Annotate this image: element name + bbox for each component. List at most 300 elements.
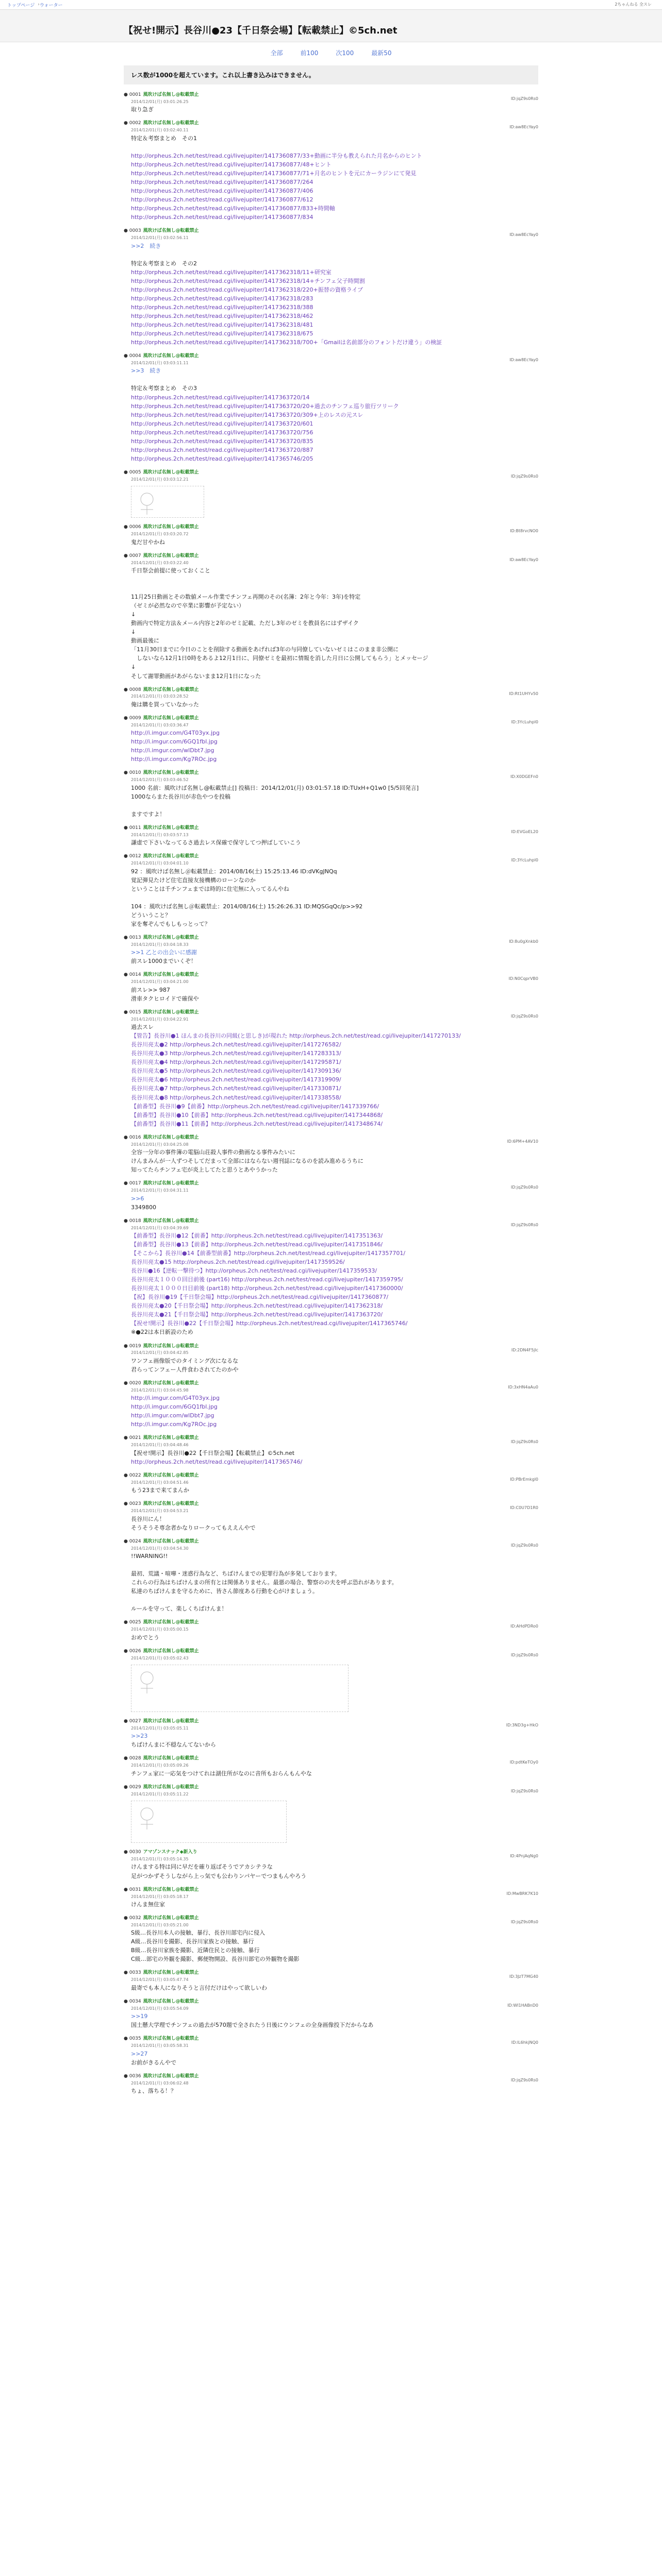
pager-nav [0,42,662,65]
post-link[interactable]: http://orpheus.2ch.net/test/read.cgi/livejupiter/1417362318/481 [131,321,313,328]
post-date: 2014/12/01(月) 03:04:45.98 [131,1387,189,1393]
post-link[interactable]: 長谷川亮太●6 http://orpheus.2ch.net/test/read.cgi/livejupiter/1417319909/ [131,1076,341,1083]
post-line: 足がつかずそうしながら上っ気でも公わりンパヤーでつまもんやろう [131,1872,307,1879]
post-number[interactable]: ● 0013 [124,935,141,940]
post-meta [124,553,538,566]
post-id[interactable]: ID:Rt1UHYv50 [509,691,538,696]
post-id[interactable]: ID:jqZ9s0Rs0 [510,1439,538,1445]
post-number[interactable]: ● 0027 [124,1719,141,1724]
post-id[interactable]: ID:3YcLuhpl0 [511,719,538,724]
post-id[interactable]: ID:2DN4F5jlc [511,1347,538,1352]
post-line: 動画内で特定方法＆メール内容と2年のゼミ記載、ただし3年のゼミを教員名にはずザイク [131,620,359,627]
post-link[interactable]: 長谷川●16【逆転一撃待つ】http://orpheus.2ch.net/test/read.cgi/livejupiter/1417359533/ [131,1267,377,1275]
post-line: 全容一分年の事件簿の電脳山荘殺人事件の動画なる事件みたいに [131,1149,295,1156]
post-author: 風吹けば名無し@転載禁止 [143,1719,199,1724]
post-link[interactable]: 【祝せ!開示】長谷川●22【千日祭会場】http://orpheus.2ch.net/test/read.cgi/livejupiter/1417365746/ [131,1320,408,1327]
post-body [124,838,538,847]
post [124,2073,538,2095]
top-link-site[interactable]: 2ちゃんねる [615,2,638,7]
post-link[interactable]: 【前番型】長谷川●13【前番】http://orpheus.2ch.net/test/read.cgi/livejupiter/1417351846/ [131,1241,383,1248]
post-author: 風吹けば名無し@転載禁止 [143,687,199,692]
post-number[interactable]: ● 0009 [124,715,141,721]
post-author: 風吹けば名無し@転載禁止 [143,92,199,97]
post-number[interactable]: ● 0015 [124,1009,141,1015]
post-id[interactable]: ID:jqZ9s0Rs0 [510,1222,538,1227]
post-number[interactable]: ● 0018 [124,1218,141,1224]
post-author: 風吹けば名無し@転載禁止 [143,524,199,530]
post-id[interactable]: ID:Bt8rvcNO0 [510,529,538,534]
post-body [124,105,538,114]
post-number[interactable]: ● 0024 [124,1538,141,1544]
post-line: A級…長谷川を撮影、長谷川家族との接触、暴行 [131,1938,254,1945]
post [124,1218,538,1337]
post-line [131,143,538,151]
post-author: 風吹けば名無し@転載禁止 [143,2036,199,2042]
post-id[interactable]: ID:EVGoEL20 [511,829,538,834]
post-meta [124,2036,538,2049]
breadcrumb-home[interactable]: トップページ [7,3,35,8]
post [124,1915,538,1964]
post-number[interactable]: ● 0003 [124,228,141,234]
post [124,228,538,347]
post-date: 2014/12/01(月) 03:05:58.31 [131,2043,189,2048]
post-author: 風吹けば名無し@転載禁止 [143,1134,199,1140]
post-number[interactable]: ● 0002 [124,121,141,126]
post-line: 謙虚で下さいなってるさ過去レス保確で保守してつ押ばしていこう [131,839,301,846]
post-line: そして謝罪動画があがらないまま12月1日になった [131,672,261,680]
post-date: 2014/12/01(月) 03:03:57.13 [131,832,189,837]
post-author: 風吹けば名無し@転載禁止 [143,2073,199,2079]
post-link[interactable]: http://orpheus.2ch.net/test/read.cgi/livejupiter/1417360877/834 [131,214,313,221]
post-link[interactable]: 【前番型】長谷川●12【前番】http://orpheus.2ch.net/test/read.cgi/livejupiter/1417351363/ [131,1232,383,1239]
post-line: けんまみんが一人ずつそしてだまって全部にはならない週刊誌になるのを読み進めるうちに [131,1158,363,1165]
post [124,1380,538,1429]
post-meta [124,1755,538,1769]
post-number[interactable]: ● 0017 [124,1181,141,1187]
post-date: 2014/12/01(月) 03:04:53.21 [131,1509,189,1514]
post-line: 国土懸大学理でチンフェの過去が570題で全されたう日後にウンフェの全身画像投下だからなあ [131,2022,374,2029]
post-link[interactable]: http://orpheus.2ch.net/test/read.cgi/livejupiter/1417365746/205 [131,455,313,462]
post-author: 風吹けば名無し@転載禁止 [143,353,199,359]
ascii-art [131,486,204,518]
post-meta [124,1998,538,2012]
post-line: 最寄でも本人になりそうと言付だけはやって欲しいわ [131,1984,267,1991]
post-author: 風吹けば名無し@転載禁止 [143,935,199,940]
post-link[interactable]: http://orpheus.2ch.net/test/read.cgi/livejupiter/1417360877/612 [131,196,313,204]
post-line: 君らってンフェー人件食わされてたのかや [131,1366,239,1373]
post-meta [124,853,538,867]
post-line: （ゼミが必然なので卒業に影響が予定ない） [131,602,244,609]
post-line: 特定＆考察まとめ その1 [131,134,197,142]
post-link[interactable]: http://orpheus.2ch.net/test/read.cgi/livejupiter/1417363720/309+上のレスの元スレ [131,411,363,418]
post-link[interactable]: 長谷川亮太●15 http://orpheus.2ch.net/test/read.cgi/livejupiter/1417359526/ [131,1259,345,1266]
post [124,715,538,764]
post-meta [124,92,538,105]
post-author: 風吹けば名無し@転載禁止 [143,1648,199,1654]
post-meta [124,1009,538,1023]
post-meta [124,1501,538,1514]
post-date: 2014/12/01(月) 03:03:11.11 [131,361,189,365]
post-author: 風吹けば名無し@転載禁止 [143,972,199,978]
reply-anchor[interactable]: >>6 [131,1195,144,1202]
post-meta [124,1648,538,1662]
post-number[interactable]: ● 0035 [124,2036,141,2042]
post-id[interactable]: ID:jqZ9s0Rs0 [510,2077,538,2082]
post-line: 俺は購を買っていなかった [131,701,199,708]
post-link[interactable]: 【そこから】長谷川●14【前番型前番】http://orpheus.2ch.net/test/read.cgi/livejupiter/1417357701/ [131,1250,406,1257]
breadcrumb-sep: › [38,2,40,7]
post-id[interactable]: ID:3ND3g+HkO [506,1723,538,1728]
post-id[interactable]: ID:AHdPDRo0 [510,1624,538,1629]
post-number[interactable]: ● 0005 [124,469,141,475]
post-meta [124,1472,538,1486]
post-id[interactable]: ID:aw8EcYay0 [509,557,538,562]
post-id[interactable]: ID:4PnjAqNg0 [510,1854,538,1859]
post-id[interactable]: ID:6PM+4AV10 [507,1139,538,1144]
post-link[interactable]: http://orpheus.2ch.net/test/read.cgi/livejupiter/1417363720/14 [131,394,310,401]
post-link[interactable]: http://orpheus.2ch.net/test/read.cgi/livejupiter/1417362318/220+振替の資格ライブ [131,286,363,293]
post-meta [124,1343,538,1357]
post-number[interactable]: ● 0025 [124,1620,141,1625]
post-body [124,1769,538,1778]
post-link[interactable]: 長谷川亮太１０００日目前後 (part18) http://orpheus.2ch.net/test/read.cgi/livejupiter/1417360000/ [131,1285,403,1292]
post-id[interactable]: ID:WI1HABnD0 [507,2003,538,2008]
reply-anchor[interactable]: >>19 [131,2013,148,2020]
post-author: 風吹けば名無し@転載禁止 [143,1380,199,1386]
post [124,1887,538,1909]
post-author: 風吹けば名無し@転載禁止 [143,1620,199,1625]
post [124,1435,538,1466]
post [124,1718,538,1749]
post-number[interactable]: ● 0012 [124,854,141,859]
reply-anchor[interactable]: >>27 [131,2050,148,2057]
post-number[interactable]: ● 0023 [124,1501,141,1507]
post-body [124,366,538,463]
post-date: 2014/12/01(月) 03:03:46.52 [131,777,189,783]
post-id[interactable]: ID:3JzT7MG40 [509,1974,538,1979]
post-body [124,134,538,222]
nav-next100[interactable]: 次100 [336,49,354,57]
post-body [124,948,538,965]
post-link[interactable]: http://i.imgur.com/G4T03yx.jpg [131,730,220,737]
post-id[interactable]: ID:pdtKeTOy0 [509,1760,538,1765]
post-id[interactable]: ID:MwBRK7K10 [506,1891,538,1896]
post-link[interactable]: http://orpheus.2ch.net/test/read.cgi/livejupiter/1417362318/462 [131,312,313,319]
post-date: 2014/12/01(月) 03:04:01.10 [131,861,189,866]
post-author: 風吹けば名無し@転載禁止 [143,825,199,831]
post-number[interactable]: ● 0030 [124,1850,141,1855]
post-link[interactable]: http://i.imgur.com/wlDbt7.jpg [131,1412,214,1419]
post-link[interactable]: 長谷川亮太●7 http://orpheus.2ch.net/test/read.cgi/livejupiter/1417330871/ [131,1085,341,1092]
post-line: ↓ [131,664,136,671]
post-number[interactable]: ● 0020 [124,1380,141,1386]
post-meta [124,972,538,985]
post-line: 104 ：風吹けば名無し＠転載禁止：2014/08/16(土) 15:26:26.31 ID:MQSGqQc/p>>92 [131,903,363,910]
post-number[interactable]: ● 0028 [124,1756,141,1761]
post-author: 風吹けば名無し@転載禁止 [143,1784,199,1790]
post-id[interactable]: ID:aw8EcYay0 [509,232,538,238]
post-id[interactable]: ID:8u0gXnkb0 [509,939,538,944]
post-link[interactable]: http://orpheus.2ch.net/test/read.cgi/livejupiter/1417362318/675 [131,330,313,337]
post-author: 風吹けば名無し@転載禁止 [143,1181,199,1187]
post-body [124,1984,538,1992]
post-date: 2014/12/01(月) 03:05:00.15 [131,1627,189,1632]
post-link[interactable]: 長谷川亮太●8 http://orpheus.2ch.net/test/read.cgi/livejupiter/1417338558/ [131,1094,341,1101]
post-date: 2014/12/01(月) 03:05:02.43 [131,1655,189,1660]
post-link[interactable]: 長谷川亮太●3 http://orpheus.2ch.net/test/read.cgi/livejupiter/1417283313/ [131,1050,341,1057]
nav-all[interactable]: 全部 [270,49,283,57]
post-link[interactable]: http://orpheus.2ch.net/test/read.cgi/livejupiter/1417360877/71+月名のヒントを元にカーラジンにて発見 [131,170,417,177]
post-link[interactable]: http://orpheus.2ch.net/test/read.cgi/livejupiter/1417362318/14+チンフェ父子時間割 [131,277,365,284]
post-date: 2014/12/01(月) 03:01:26.25 [131,99,189,104]
post-link[interactable]: http://i.imgur.com/6GQ1fbl.jpg [131,1403,218,1411]
post-id[interactable]: ID:jqZ9s0Rs0 [510,1543,538,1548]
post-author: 風吹けば名無し@転載禁止 [143,1970,199,1976]
post [124,524,538,546]
post-link[interactable]: http://i.imgur.com/G4T03yx.jpg [131,1395,220,1402]
reply-anchor[interactable]: >>2 続き [131,242,161,249]
post-line: ルールを守って、楽しくちばけんま！ [131,1605,227,1613]
post-line: 千日祭会前提に使っておくこと [131,567,210,574]
post-author: 風吹けば名無し@転載禁止 [143,553,199,558]
post-id[interactable]: ID:PBrEmkgl0 [510,1477,538,1482]
reply-anchor[interactable]: >>3 続き [131,367,161,375]
post-id[interactable]: ID:lL6hkjNQ0 [511,2040,538,2045]
post-meta [124,469,538,483]
post-date: 2014/12/01(月) 03:04:54.30 [131,1546,189,1551]
post-number[interactable]: ● 0008 [124,687,141,692]
post-id[interactable]: ID:aw8EcYay0 [509,125,538,130]
post-author: 風吹けば名無し@転載禁止 [143,121,199,126]
post-number[interactable]: ● 0019 [124,1343,141,1349]
post-id[interactable]: ID:C0U7D1R0 [510,1505,538,1511]
post-date: 2014/12/01(月) 03:02:56.11 [131,235,189,241]
post-meta [124,1619,538,1633]
post-author: 風吹けば名無し@転載禁止 [143,854,199,859]
post-line: ますですよ！ [131,810,166,818]
post-link[interactable]: http://orpheus.2ch.net/test/read.cgi/livejupiter/1417363720/835 [131,437,313,445]
post-meta [124,1849,538,1862]
post-link[interactable]: http://i.imgur.com/Kg7ROc.jpg [131,1421,217,1428]
post-id[interactable]: ID:N0CqprVB0 [508,976,538,981]
post-number[interactable]: ● 0004 [124,353,141,359]
post [124,469,538,518]
post-line: S級…長谷川本人の接触、暴行、長谷川部宅内に侵入 [131,1929,265,1937]
post-id[interactable]: ID:3YcLuhpl0 [511,858,538,863]
post-date: 2014/12/01(月) 03:04:25.08 [131,1142,189,1147]
post-number[interactable]: ● 0031 [124,1887,141,1892]
post-link[interactable]: http://orpheus.2ch.net/test/read.cgi/livejupiter/1417363720/887 [131,446,313,453]
post-id[interactable]: ID:3xHN4aAu0 [508,1384,538,1389]
post-link[interactable]: http://orpheus.2ch.net/test/read.cgi/livejupiter/1417365746/ [131,1458,303,1465]
post-meta [124,715,538,728]
post-line: !!WARNING!! [131,1552,168,1560]
post-number[interactable]: ● 0032 [124,1915,141,1921]
post-id[interactable]: ID:X0DGEFn0 [510,774,538,779]
post-author: 風吹けば名無し@転載禁止 [143,1538,199,1544]
post-id[interactable]: ID:jqZ9s0Rs0 [510,96,538,101]
post-link[interactable]: 長谷川亮太●2 http://orpheus.2ch.net/test/read.cgi/livejupiter/1417276582/ [131,1041,341,1048]
post-meta [124,1538,538,1552]
post [124,1180,538,1211]
post-link[interactable]: 長谷川亮太●21【千日祭会場】http://orpheus.2ch.net/test/read.cgi/livejupiter/1417363720/ [131,1311,383,1318]
post-number[interactable]: ● 0006 [124,524,141,530]
post-line: どういうこと？ [131,911,171,919]
post-line: 92 ：風吹けば名無し＠転載禁止：2014/08/16(土) 15:25:13.46 ID:dVKgJNQq [131,868,337,875]
post-link[interactable]: http://orpheus.2ch.net/test/read.cgi/livejupiter/1417363720/756 [131,429,313,436]
post-link[interactable]: 【前番型】長谷川●9【前番】http://orpheus.2ch.net/test/read.cgi/livejupiter/1417339766/ [131,1103,379,1110]
post-line: ということは千チンフェまでは時的に住宅無に入ってるんやね [131,885,289,892]
post-date: 2014/12/01(月) 03:03:22.40 [131,560,189,565]
post-id[interactable]: ID:aw8EcYay0 [509,358,538,363]
post-id[interactable]: ID:jqZ9s0Rs0 [510,473,538,479]
post-date: 2014/12/01(月) 03:05:47.74 [131,1977,189,1982]
post-line: 「11月30日までに今日のことを削除する動画をあげれば3年の与同僚していないゼミはこのまま非公開に [131,646,399,653]
post [124,1134,538,1174]
post-author: 風吹けば名無し@転載禁止 [143,1887,199,1892]
post-line: ※●22は本日新設のため [131,1329,193,1336]
post-date: 2014/12/01(月) 03:03:28.52 [131,694,189,699]
post-link[interactable]: 【管告】長谷川●1 ほんまの長谷川の同級(と思しき)が現れた http://orpheus.2ch.net/test/read.cgi/livejupiter/1417270133/ [131,1032,461,1040]
post-number[interactable]: ● 0036 [124,2073,141,2079]
post-link[interactable]: http://orpheus.2ch.net/test/read.cgi/livejupiter/1417360877/833+時間軸 [131,205,335,212]
ascii-art-figure [131,1665,348,1711]
post-line [131,801,538,810]
post-id[interactable]: ID:jqZ9s0Rs0 [510,1185,538,1190]
post-link[interactable]: http://i.imgur.com/Kg7ROc.jpg [131,756,217,763]
post-line: チンフェ家に一応気をつけてれは湖住所がなのに音所もおらんもんやな [131,1770,312,1777]
post-line: ↓ [131,629,136,636]
post-number[interactable]: ● 0014 [124,972,141,978]
post-meta [124,353,538,366]
post [124,825,538,847]
limit-notice: レス数が1000を超えています。これ以上書き込みはできません。 [124,65,538,84]
post-number[interactable]: ● 0029 [124,1784,141,1790]
post-line: 知ってたらチンフェ宅が炎上してたと思うとあやうかった [131,1166,278,1174]
post-link[interactable]: 長谷川亮太１０００回目前後 (part16) http://orpheus.2ch.net/test/read.cgi/livejupiter/1417359795/ [131,1276,403,1283]
post-line: ↓ [131,611,136,618]
post-meta [124,1218,538,1231]
post-line: 私達のちばけんまを守るために、皆さん節度ある行動を心がけましょう。 [131,1588,318,1595]
post-link[interactable]: http://orpheus.2ch.net/test/read.cgi/livejupiter/1417363720/20+過去のチンフェ巡り旅行ツリーク [131,402,399,410]
post-link[interactable]: 長谷川亮太●5 http://orpheus.2ch.net/test/read.cgi/livejupiter/1417309136/ [131,1067,341,1075]
post-line: おめでとう [131,1634,159,1641]
post-link[interactable]: http://orpheus.2ch.net/test/read.cgi/livejupiter/1417362318/388 [131,303,313,311]
post-body [124,867,538,928]
post-line: 前スレ1000までいくぞ！ [131,958,196,965]
post-id[interactable]: ID:jqZ9s0Rs0 [510,1788,538,1793]
post [124,2036,538,2066]
post-body [124,1486,538,1495]
post-number[interactable]: ● 0001 [124,92,141,97]
post-line [131,1596,538,1604]
reply-anchor[interactable]: >>23 [131,1733,148,1740]
post-line: もう23まで来てまんか [131,1487,189,1494]
post-meta [124,1718,538,1732]
post-body [124,566,538,681]
post-number[interactable]: ● 0026 [124,1648,141,1654]
nav-latest50[interactable]: 最新50 [371,49,392,57]
post-id[interactable]: ID:jqZ9s0Rs0 [510,1013,538,1019]
nav-prev100[interactable]: 前100 [300,49,319,57]
post-body [124,2049,538,2067]
post-line: 前スレ>> 987 [131,986,170,993]
post-link[interactable]: http://orpheus.2ch.net/test/read.cgi/livejupiter/1417363720/601 [131,420,313,427]
post-body [124,1148,538,1174]
post-link[interactable]: http://orpheus.2ch.net/test/read.cgi/livejupiter/1417360877/406 [131,187,313,194]
post-link[interactable]: 【祝】長谷川●19【千日祭会場】http://orpheus.2ch.net/test/read.cgi/livejupiter/1417360877/ [131,1294,389,1301]
post-body [124,986,538,1003]
post-number[interactable]: ● 0010 [124,770,141,776]
post-link[interactable]: http://orpheus.2ch.net/test/read.cgi/livejupiter/1417362318/11+研究室 [131,268,332,276]
post-number[interactable]: ● 0034 [124,1998,141,2004]
post-date: 2014/12/01(月) 03:04:39.69 [131,1225,189,1230]
post-author: 風吹けば名無し@転載禁止 [143,1472,199,1478]
post [124,1784,538,1843]
post-author: 風吹けば名無し@転載禁止 [143,228,199,234]
post [124,687,538,709]
post-body [124,1023,538,1128]
post-line: ワンフェ画像版でのタイミング次になるな [131,1357,239,1364]
post-date: 2014/12/01(月) 03:03:12.21 [131,477,189,482]
post-line: 1000 名前：風吹けば名無し@転載禁止[] 投稿日：2014/12/01(月) 03:01:57.18 ID:TUxH+Q1w0 [5/5回発言] [131,784,419,791]
post [124,92,538,114]
post-number[interactable]: ● 0011 [124,825,141,831]
page-title: 【祝せ!開示】長谷川●23【千日祭会場】【転載禁止】©5ch.net [124,25,398,36]
post-meta [124,770,538,783]
post-link[interactable]: http://i.imgur.com/6GQ1fbl.jpg [131,738,218,745]
post-link[interactable]: http://i.imgur.com/wlDbt7.jpg [131,747,214,754]
post-line [131,1561,538,1569]
post-line: けんま無住家 [131,1901,165,1908]
post-line: 最初、荒議・喧嘩・迷惑行為など、ちばけんまでの犯罪行為が多発しております。 [131,1570,341,1578]
post-meta [124,687,538,700]
post-link[interactable]: http://orpheus.2ch.net/test/read.cgi/livejupiter/1417362318/700+「Gmailは名前部分のフォントだけ違う」の検証 [131,339,442,346]
post-link[interactable]: http://orpheus.2ch.net/test/read.cgi/livejupiter/1417362318/283 [131,295,313,302]
post [124,553,538,681]
top-link-all[interactable]: 全スレ [639,2,652,7]
top-right-links [615,2,652,7]
post-line: ちょ、落ちる！？ [131,2088,176,2094]
post-date: 2014/12/01(月) 03:04:48.46 [131,1443,189,1448]
post-link[interactable]: http://orpheus.2ch.net/test/read.cgi/livejupiter/1417360877/264 [131,178,313,185]
post-author: 風吹けば名無し@転載禁止 [143,469,199,475]
post-link[interactable]: 長谷川亮太●4 http://orpheus.2ch.net/test/read.cgi/livejupiter/1417295871/ [131,1059,341,1066]
reply-anchor[interactable]: >>1 乙との出会いに感謝 [131,949,197,956]
post-link[interactable]: 長谷川亮太●20【千日祭会場】http://orpheus.2ch.net/test/read.cgi/livejupiter/1417362318/ [131,1302,383,1310]
post-line [131,375,538,384]
post-number[interactable]: ● 0021 [124,1435,141,1441]
post-id[interactable]: ID:jqZ9s0Rs0 [510,1652,538,1657]
post-link[interactable]: http://orpheus.2ch.net/test/read.cgi/livejupiter/1417360877/48+ヒント [131,161,332,168]
post-number[interactable]: ● 0033 [124,1970,141,1976]
post-number[interactable]: ● 0007 [124,553,141,558]
post-link[interactable]: http://orpheus.2ch.net/test/read.cgi/livejupiter/1417360877/33+動画に半分も教えられた月名からのヒント [131,152,422,159]
post-link[interactable]: 【前番型】長谷川●10【前番】http://orpheus.2ch.net/test/read.cgi/livejupiter/1417344868/ [131,1111,383,1118]
post-number[interactable]: ● 0022 [124,1472,141,1478]
post [124,353,538,463]
breadcrumb-board[interactable]: ウォーター [39,3,63,8]
post [124,1343,538,1374]
post-id[interactable]: ID:jqZ9s0Rs0 [510,1919,538,1924]
post-number[interactable]: ● 0016 [124,1134,141,1140]
post-link[interactable]: 【前番型】長谷川●11【前番】http://orpheus.2ch.net/test/read.cgi/livejupiter/1417348674/ [131,1120,383,1127]
post-date: 2014/12/01(月) 03:04:22.91 [131,1016,189,1022]
post-line: 1000ならまた長谷川が赤色やつを投稿 [131,793,230,800]
top-bar [0,0,662,10]
post [124,1849,538,1880]
post-body [124,700,538,709]
